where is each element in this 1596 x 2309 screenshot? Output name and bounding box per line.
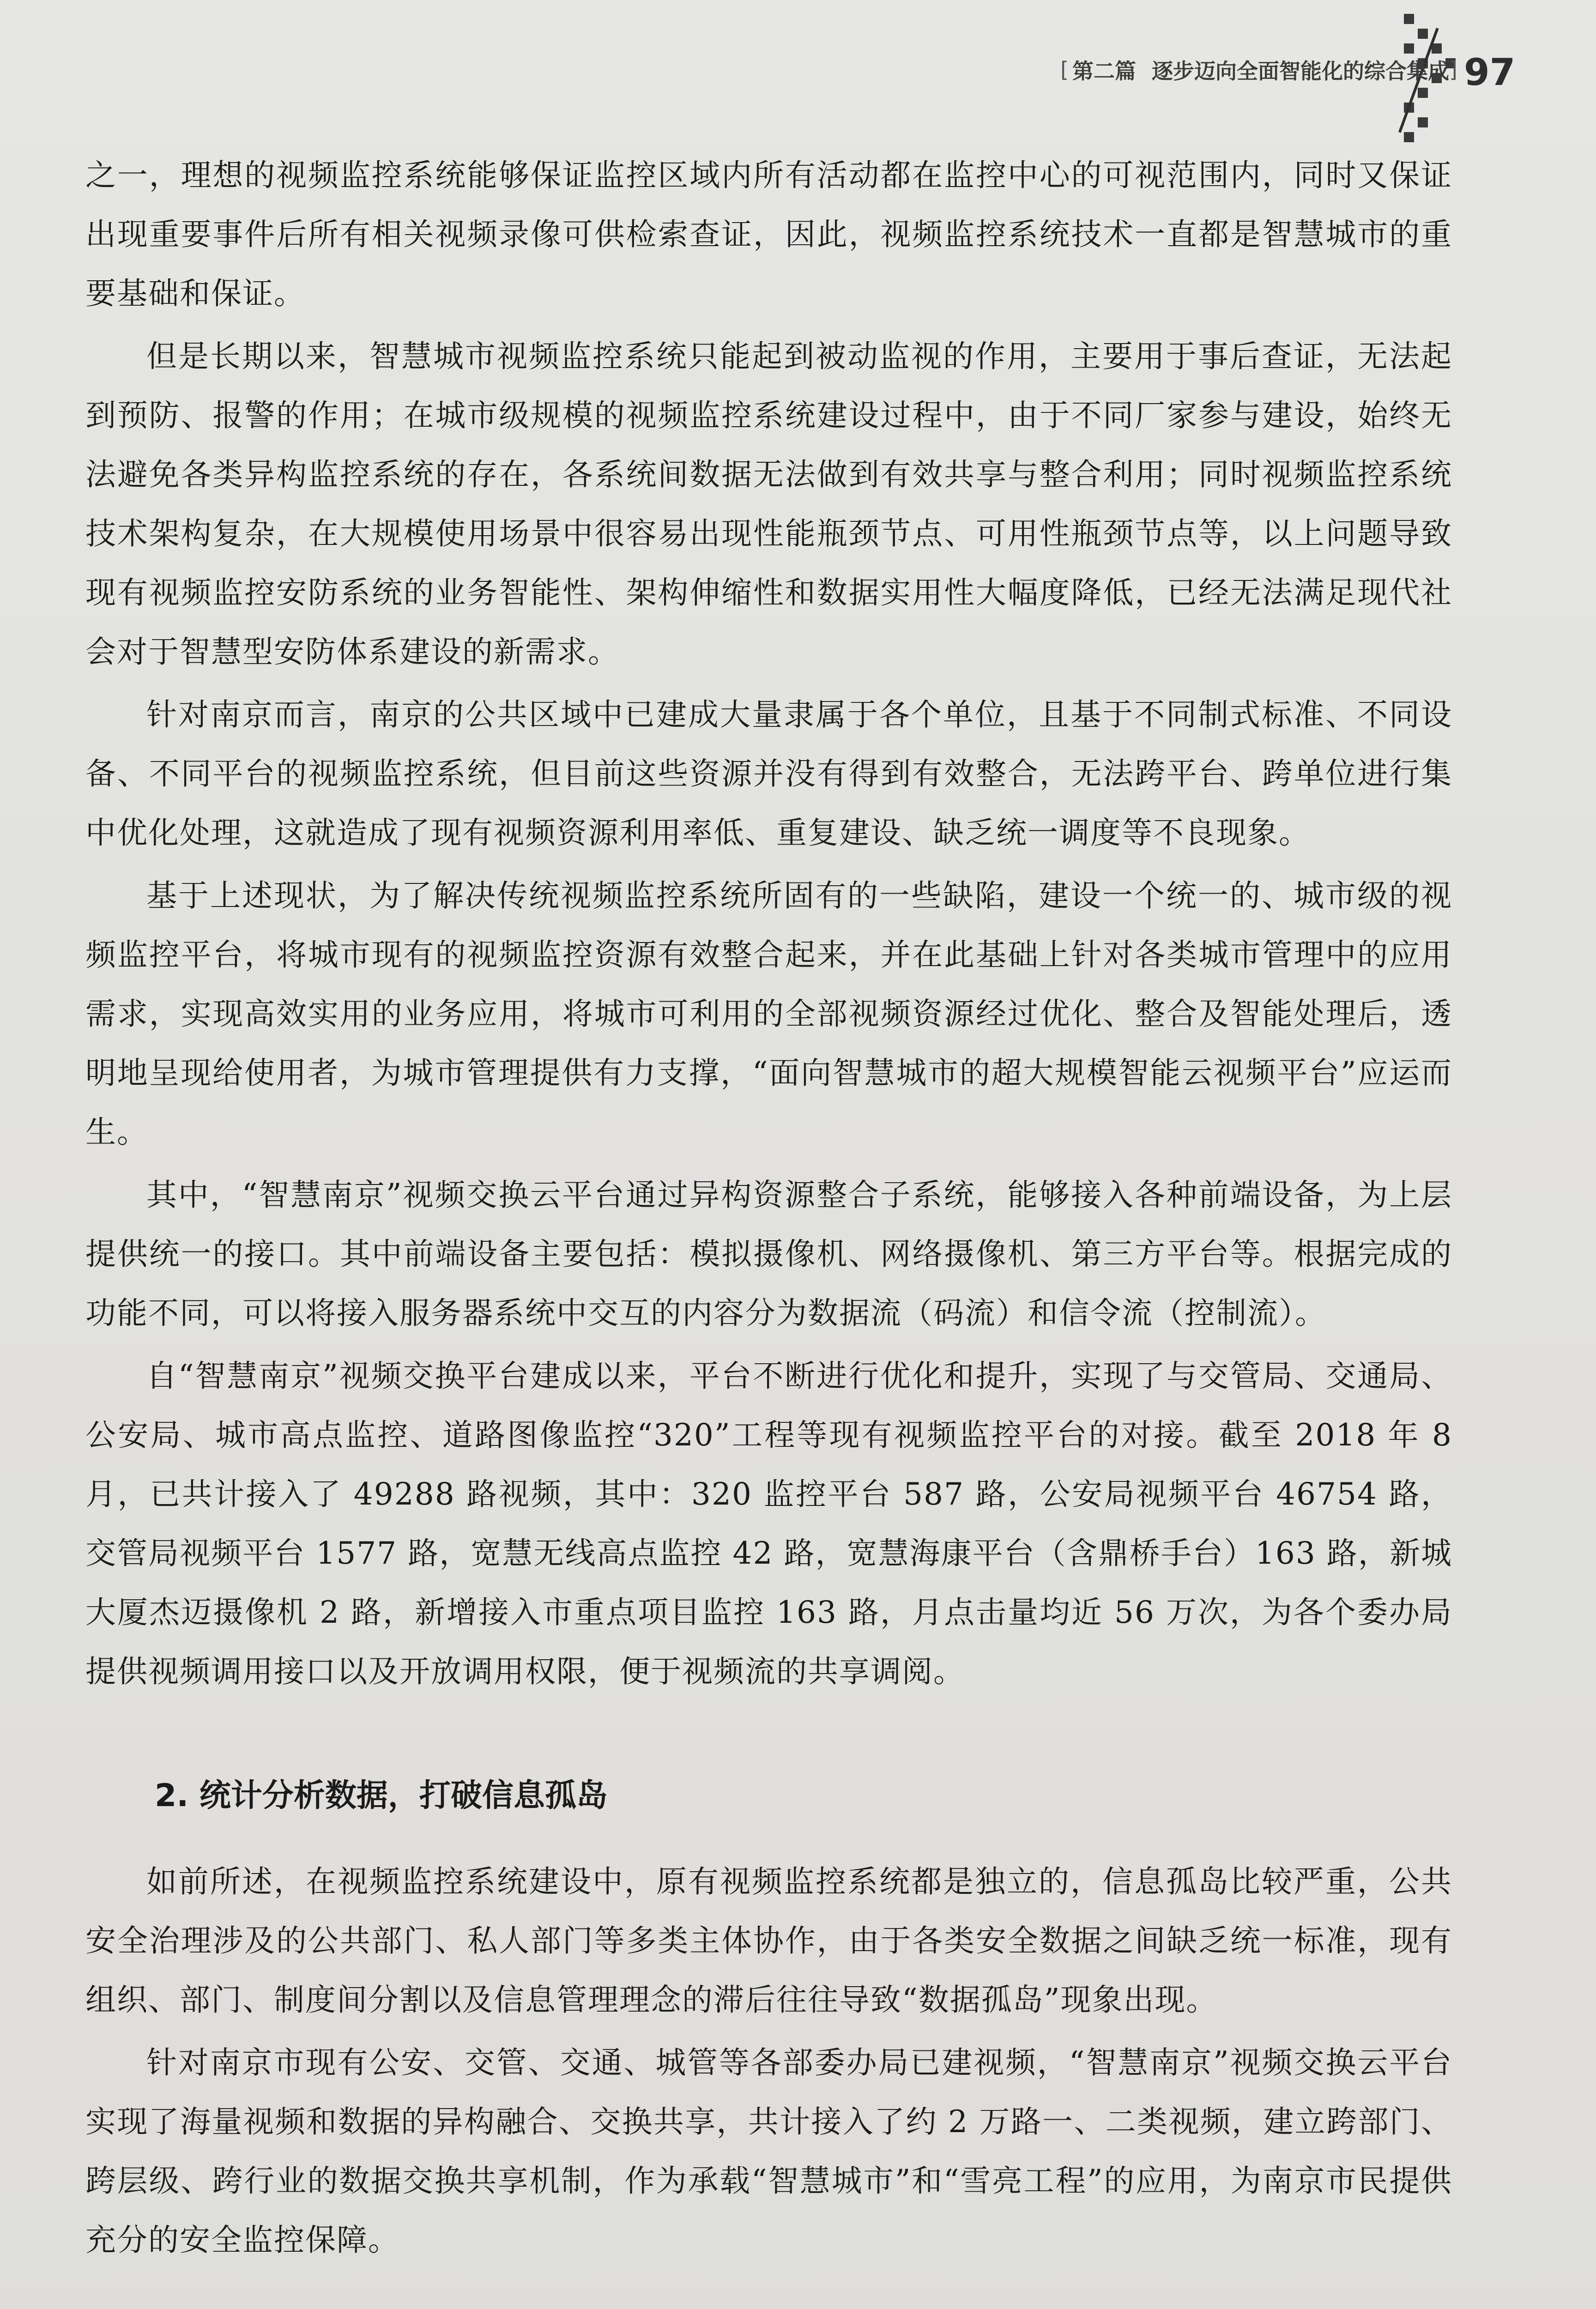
- section-heading: 2. 统计分析数据，打破信息孤岛: [155, 1777, 608, 1814]
- page-body: [85, 146, 1452, 2273]
- paragraph: 针对南京而言，南京的公共区域中已建成大量隶属于各个单位，且基于不同制式标准、不同设备、不同平台的视频监控系统，但目前这些资源并没有得到有效整合，无法跨平台、跨单位进行集中优化处理，这就造成了现有视频资源利用率低、重复建设、缺乏统一调度等不良现象。: [85, 697, 1452, 851]
- paragraph: 自“智慧南京”视频交换平台建成以来，平台不断进行优化和提升，实现了与交管局、交通局、公安局、城市高点监控、道路图像监控“320”工程等现有视频监控平台的对接。截至 2018 年 8 月，已共计接入了 49288 路视频，其中：320 监控平台 587 路，公安局视频平台 46754 路，交管局视频平台 1577 路，宽慧无线高点监控 42 路，宽慧海康平台（含鼎桥手台）163 路，新城大厦杰迈摄像机 2 路，新增接入市重点项目监控 163 路，月点击量均近 56 万次，为各个委办局提供视频调用接口以及开放调用权限，便于视频流的共享调阅。: [85, 1358, 1452, 1689]
- paragraph: 之一，理想的视频监控系统能够保证监控区域内所有活动都在监控中心的可视范围内，同时又保证出现重要事件后所有相关视频录像可供检索查证，因此，视频监控系统技术一直都是智慧城市的重要基础和保证。: [85, 157, 1452, 311]
- paragraph: 但是长期以来，智慧城市视频监控系统只能起到被动监视的作用，主要用于事后查证，无法起到预防、报警的作用；在城市级规模的视频监控系统建设过程中，由于不同厂家参与建设，始终无法避免各类异构监控系统的存在，各系统间数据无法做到有效共享与整合利用；同时视频监控系统技术架构复杂，在大规模使用场景中很容易出现性能瓶颈节点、可用性瓶颈节点等，以上问题导致现有视频监控安防系统的业务智能性、架构伸缩性和数据实用性大幅度降低，已经无法满足现代社会对于智慧型安防体系建设的新需求。: [85, 338, 1452, 670]
- paragraph: 基于上述现状，为了解决传统视频监控系统所固有的一些缺陷，建设一个统一的、城市级的视频监控平台，将城市现有的视频监控资源有效整合起来，并在此基础上针对各类城市管理中的应用需求，实现高效实用的业务应用，将城市可利用的全部视频资源经过优化、整合及智能处理后，透明地呈现给使用者，为城市管理提供有力支撑，“面向智慧城市的超大规模智能云视频平台”应运而生。: [85, 878, 1452, 1150]
- header-bracket-close: ]: [1449, 57, 1457, 82]
- page-number: 97: [1464, 51, 1516, 94]
- header-bracket-open: [: [1060, 57, 1069, 82]
- header-part-label: 第二篇: [1072, 59, 1137, 84]
- header-chapter-title: 逐步迈向全面智能化的综合集成: [1152, 59, 1450, 84]
- paragraph: 其中，“智慧南京”视频交换云平台通过异构资源整合子系统，能够接入各种前端设备，为上层提供统一的接口。其中前端设备主要包括：模拟摄像机、网络摄像机、第三方平台等。根据完成的功能不同，可以将接入服务器系统中交互的内容分为数据流（码流）和信令流（控制流）。: [85, 1177, 1452, 1331]
- paragraph: 如前所述，在视频监控系统建设中，原有视频监控系统都是独立的，信息孤岛比较严重，公共安全治理涉及的公共部门、私人部门等多类主体协作，由于各类安全数据之间缺乏统一标准，现有组织、部门、制度间分割以及信息管理理念的滞后往往导致“数据孤岛”现象出现。: [85, 1864, 1452, 2018]
- paragraph: 针对南京市现有公安、交管、交通、城管等各部委办局已建视频，“智慧南京”视频交换云平台实现了海量视频和数据的异构融合、交换共享，共计接入了约 2 万路一、二类视频，建立跨部门、跨层级、跨行业的数据交换共享机制，作为承载“智慧城市”和“雪亮工程”的应用，为南京市民提供充分的安全监控保障。: [85, 2045, 1452, 2258]
- running-header: [1060, 54, 1457, 85]
